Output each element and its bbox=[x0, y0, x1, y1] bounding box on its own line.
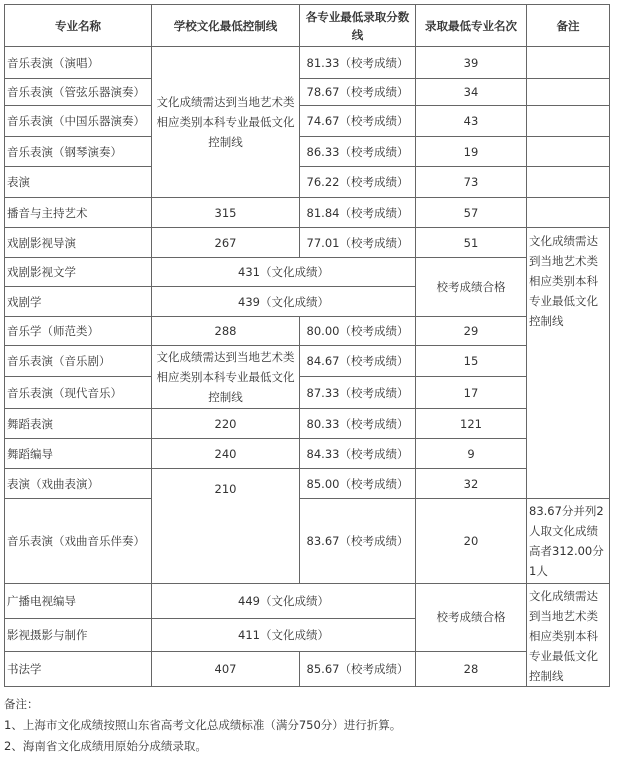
admission-score-table bbox=[4, 4, 610, 687]
rank-cell: 17 bbox=[416, 377, 527, 409]
major-cell: 舞蹈表演 bbox=[5, 409, 152, 439]
table-row bbox=[5, 137, 610, 167]
table-row bbox=[5, 651, 610, 686]
remark-cell bbox=[527, 137, 610, 167]
major-cell: 音乐表演（戏曲音乐伴奏） bbox=[5, 499, 152, 584]
rank-cell: 39 bbox=[416, 47, 527, 79]
score-cell: 81.33（校考成绩） bbox=[300, 47, 416, 79]
major-cell: 音乐表演（现代音乐） bbox=[5, 377, 152, 409]
score-cell: 80.00（校考成绩） bbox=[300, 317, 416, 346]
table-row bbox=[5, 258, 610, 287]
merged-score-cell: 449（文化成绩） bbox=[152, 584, 416, 619]
school-line-cell: 240 bbox=[152, 439, 300, 469]
score-cell: 85.00（校考成绩） bbox=[300, 469, 416, 499]
remark-cell bbox=[527, 198, 610, 228]
table-row bbox=[5, 439, 610, 469]
school-line-cell: 267 bbox=[152, 228, 300, 258]
rank-cell: 校考成绩合格 bbox=[416, 258, 527, 317]
major-cell: 音乐学（师范类） bbox=[5, 317, 152, 346]
score-cell: 80.33（校考成绩） bbox=[300, 409, 416, 439]
score-cell: 85.67（校考成绩） bbox=[300, 651, 416, 686]
score-cell: 78.67（校考成绩） bbox=[300, 79, 416, 106]
rank-cell: 57 bbox=[416, 198, 527, 228]
table-row bbox=[5, 228, 610, 258]
table-header-row bbox=[5, 5, 610, 47]
major-cell: 戏剧学 bbox=[5, 287, 152, 317]
rank-cell: 29 bbox=[416, 317, 527, 346]
rank-cell: 20 bbox=[416, 499, 527, 584]
remark-cell bbox=[527, 47, 610, 79]
merged-score-cell: 439（文化成绩） bbox=[152, 287, 416, 317]
major-cell: 戏剧影视导演 bbox=[5, 228, 152, 258]
score-cell: 84.67（校考成绩） bbox=[300, 346, 416, 377]
remark-cell: 文化成绩需达到当地艺术类相应类别本科专业最低文化控制线 bbox=[527, 584, 610, 687]
score-cell: 86.33（校考成绩） bbox=[300, 137, 416, 167]
school-line-cell: 220 bbox=[152, 409, 300, 439]
score-cell: 83.67（校考成绩） bbox=[300, 499, 416, 584]
major-cell: 音乐表演（演唱） bbox=[5, 47, 152, 79]
note-item: 2、海南省文化成绩用原始分成绩录取。 bbox=[4, 739, 207, 753]
score-cell: 76.22（校考成绩） bbox=[300, 167, 416, 198]
score-cell: 87.33（校考成绩） bbox=[300, 377, 416, 409]
table-row bbox=[5, 79, 610, 106]
major-cell: 表演 bbox=[5, 167, 152, 198]
major-cell: 音乐表演（钢琴演奏） bbox=[5, 137, 152, 167]
major-cell: 影视摄影与制作 bbox=[5, 619, 152, 652]
score-cell: 84.33（校考成绩） bbox=[300, 439, 416, 469]
school-line-cell: 210 bbox=[152, 469, 300, 584]
table-row bbox=[5, 317, 610, 346]
table-row bbox=[5, 198, 610, 228]
major-cell: 音乐表演（管弦乐器演奏） bbox=[5, 79, 152, 106]
header-school-line: 学校文化最低控制线 bbox=[152, 5, 300, 47]
table-row bbox=[5, 377, 610, 409]
major-cell: 书法学 bbox=[5, 651, 152, 686]
major-cell: 表演（戏曲表演） bbox=[5, 469, 152, 499]
remark-cell bbox=[527, 106, 610, 137]
rank-cell: 28 bbox=[416, 651, 527, 686]
remark-cell: 文化成绩需达到当地艺术类相应类别本科专业最低文化控制线 bbox=[527, 228, 610, 499]
score-cell: 81.84（校考成绩） bbox=[300, 198, 416, 228]
rank-cell: 32 bbox=[416, 469, 527, 499]
rank-cell: 9 bbox=[416, 439, 527, 469]
note-item: 1、上海市文化成绩按照山东省高考文化总成绩标准（满分750分）进行折算。 bbox=[4, 718, 402, 732]
table-row bbox=[5, 499, 610, 584]
remark-cell bbox=[527, 79, 610, 106]
notes-title: 备注： bbox=[4, 697, 39, 711]
school-line-cell: 407 bbox=[152, 651, 300, 686]
table-row bbox=[5, 106, 610, 137]
table-row bbox=[5, 47, 610, 79]
rank-cell: 73 bbox=[416, 167, 527, 198]
major-cell: 戏剧影视文学 bbox=[5, 258, 152, 287]
merged-score-cell: 431（文化成绩） bbox=[152, 258, 416, 287]
school-line-cell: 文化成绩需达到当地艺术类相应类别本科专业最低文化控制线 bbox=[152, 346, 300, 409]
major-cell: 广播电视编导 bbox=[5, 584, 152, 619]
rank-cell: 34 bbox=[416, 79, 527, 106]
table-row bbox=[5, 167, 610, 198]
rank-cell: 校考成绩合格 bbox=[416, 584, 527, 652]
table-row bbox=[5, 584, 610, 619]
major-cell: 舞蹈编导 bbox=[5, 439, 152, 469]
header-remark: 备注 bbox=[527, 5, 610, 47]
table-row bbox=[5, 346, 610, 377]
rank-cell: 43 bbox=[416, 106, 527, 137]
rank-cell: 15 bbox=[416, 346, 527, 377]
remark-cell bbox=[527, 167, 610, 198]
table-row bbox=[5, 469, 610, 499]
school-line-cell: 288 bbox=[152, 317, 300, 346]
rank-cell: 51 bbox=[416, 228, 527, 258]
merged-score-cell: 411（文化成绩） bbox=[152, 619, 416, 652]
notes-section bbox=[4, 694, 401, 757]
header-major: 专业名称 bbox=[5, 5, 152, 47]
table-row bbox=[5, 409, 610, 439]
score-cell: 77.01（校考成绩） bbox=[300, 228, 416, 258]
major-cell: 播音与主持艺术 bbox=[5, 198, 152, 228]
header-min-score: 各专业最低录取分数线 bbox=[300, 5, 416, 47]
school-line-cell: 文化成绩需达到当地艺术类相应类别本科专业最低文化控制线 bbox=[152, 47, 300, 198]
school-line-cell: 315 bbox=[152, 198, 300, 228]
header-min-rank: 录取最低专业名次 bbox=[416, 5, 527, 47]
score-cell: 74.67（校考成绩） bbox=[300, 106, 416, 137]
major-cell: 音乐表演（音乐剧） bbox=[5, 346, 152, 377]
rank-cell: 121 bbox=[416, 409, 527, 439]
rank-cell: 19 bbox=[416, 137, 527, 167]
major-cell: 音乐表演（中国乐器演奏） bbox=[5, 106, 152, 137]
remark-cell: 83.67分并列2人取文化成绩高者312.00分1人 bbox=[527, 499, 610, 584]
